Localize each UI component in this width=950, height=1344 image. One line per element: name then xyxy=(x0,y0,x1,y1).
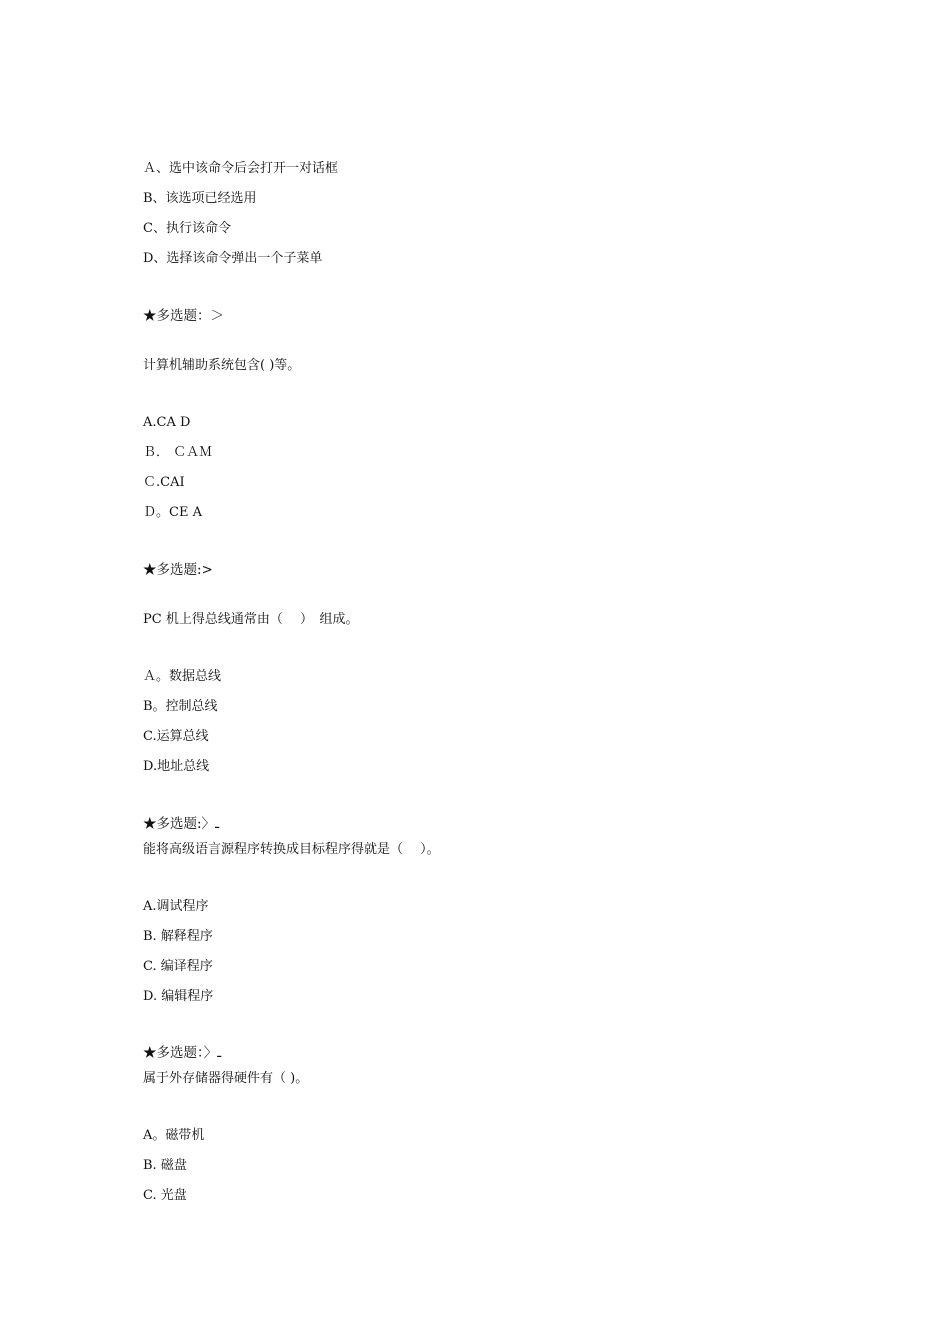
q3-question: 能将高级语言源程序转换成目标程序得就是（ ）。 xyxy=(143,842,440,857)
q2-option-b: B。控制总线 xyxy=(143,699,218,714)
q4-option-b: B. 磁盘 xyxy=(143,1158,187,1173)
q1-option-b: Ｂ． ＣＡＭ xyxy=(143,445,213,460)
q3-option-c: C. 编译程序 xyxy=(143,959,213,974)
q4-question: 属于外存储器得硬件有（ )。 xyxy=(143,1071,309,1086)
q3-option-a: A.调试程序 xyxy=(143,899,209,914)
q1-option-c: Ｃ.CAI xyxy=(143,475,185,490)
q3-option-d: D. 编辑程序 xyxy=(143,989,214,1004)
q2-option-a: Ａ。数据总线 xyxy=(143,669,222,684)
q1-heading: ★多选题：＞ xyxy=(143,308,224,324)
q2-option-c: C.运算总线 xyxy=(143,729,209,744)
q2-question: PC 机上得总线通常由（ ） 组成。 xyxy=(143,612,359,627)
q4-option-c: C. 光盘 xyxy=(143,1188,187,1203)
q2-option-d: D.地址总线 xyxy=(143,759,210,774)
q1-question: 计算机辅助系统包含( )等。 xyxy=(143,358,301,373)
q1-option-a: A.CA D xyxy=(143,415,191,430)
q0-option-a: Ａ、选中该命令后会打开一对话框 xyxy=(143,161,339,176)
q1-option-d: Ｄ。CE A xyxy=(143,505,202,520)
q0-option-d: D、选择该命令弹出一个子菜单 xyxy=(143,251,323,266)
q0-option-c: C、执行该命令 xyxy=(143,221,231,236)
q4-option-a: A。磁带机 xyxy=(143,1128,205,1143)
q3-option-b: B. 解释程序 xyxy=(143,929,213,944)
q4-heading: ★多选题：〉ـ xyxy=(143,1045,222,1061)
q0-option-b: B、该选项已经选用 xyxy=(143,191,257,206)
q2-heading: ★多选题:> xyxy=(143,562,213,578)
q3-heading: ★多选题:〉ـ xyxy=(143,816,220,832)
